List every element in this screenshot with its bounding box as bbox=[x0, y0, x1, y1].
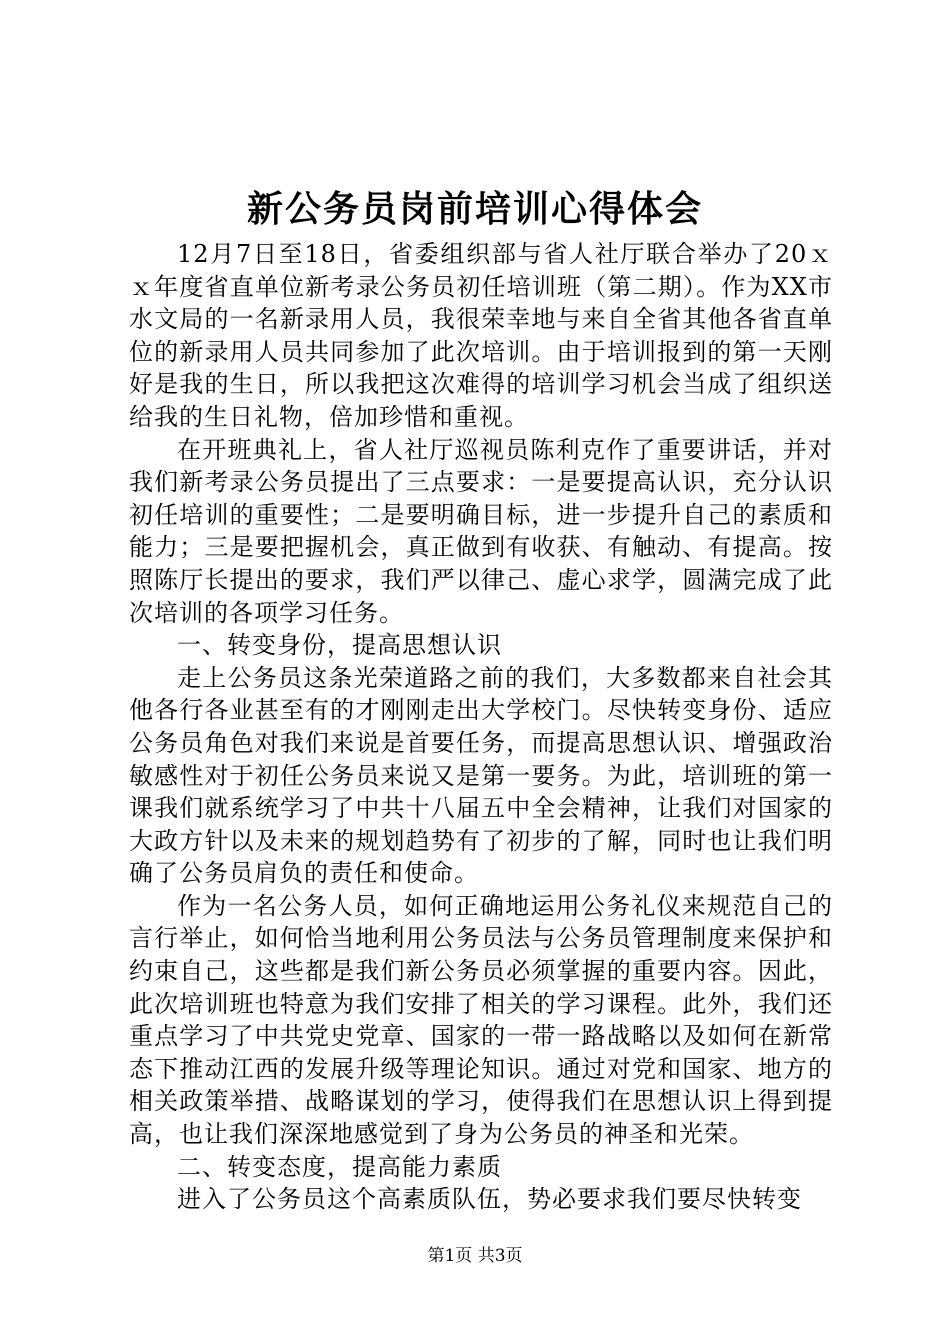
paragraph-section1-b: 作为一名公务人员，如何正确地运用公务礼仪来规范自己的言行举止，如何恰当地利用公务员法与公务员管理制度来保护和约束自己，这些都是我们新公务员必须掌握的重要内容。因此，此次培训班也特意为我们安排了相关的学习课程。此外，我们还重点学习了中共党史党章、国家的一带一路战略以及如何在新常态下推动江西的发展升级等理论知识。通过对党和国家、地方的相关政策举措、战略谋划的学习，使得我们在思想认识上得到提高，也让我们深深地感觉到了身为公务员的神圣和光荣。 bbox=[129, 891, 833, 1149]
document-body bbox=[129, 238, 833, 1216]
paragraph-section2-a: 进入了公务员这个高素质队伍，势必要求我们要尽快转变 bbox=[177, 1185, 802, 1214]
section-heading-2: 二、转变态度，提高能力素质 bbox=[177, 1152, 502, 1181]
paragraph-intro: 12月7日至18日，省委组织部与省人社厅联合举办了20ｘｘ年度省直单位新考录公务员初任培训班（第二期）。作为XX市水文局的一名新录用人员，我很荣幸地与来自全省其他各省直单位的新录用人员共同参加了此次培训。由于培训报到的第一天刚好是我的生日，所以我把这次难得的培训学习机会当成了组织送给我的生日礼物，倍加珍惜和重视。 bbox=[129, 240, 833, 431]
document-title: 新公务员岗前培训心得体会 bbox=[246, 188, 703, 230]
paragraph-opening-ceremony: 在开班典礼上，省人社厅巡视员陈利克作了重要讲话，并对我们新考录公务员提出了三点要求：一是要提高认识，充分认识初任培训的重要性；二是要明确目标，进一步提升自己的素质和能力；三是要把握机会，真正做到有收获、有触动、有提高。按照陈厅长提出的要求，我们严以律己、虚心求学，圆满完成了此次培训的各项学习任务。 bbox=[129, 435, 833, 627]
section-heading-1: 一、转变身份，提高思想认识 bbox=[177, 631, 502, 660]
paragraph-section1-a: 走上公务员这条光荣道路之前的我们，大多数都来自社会其他各行各业甚至有的才刚刚走出大学校门。尽快转变身份、适应公务员角色对我们来说是首要任务，而提高思想认识、增强政治敏感性对于初任公务员来说又是第一要务。为此，培训班的第一课我们就系统学习了中共十八届五中全会精神，让我们对国家的大政方针以及未来的规划趋势有了初步的了解，同时也让我们明确了公务员肩负的责任和使命。 bbox=[129, 663, 833, 888]
page-footer: 第1页 共3页 bbox=[427, 1246, 523, 1266]
